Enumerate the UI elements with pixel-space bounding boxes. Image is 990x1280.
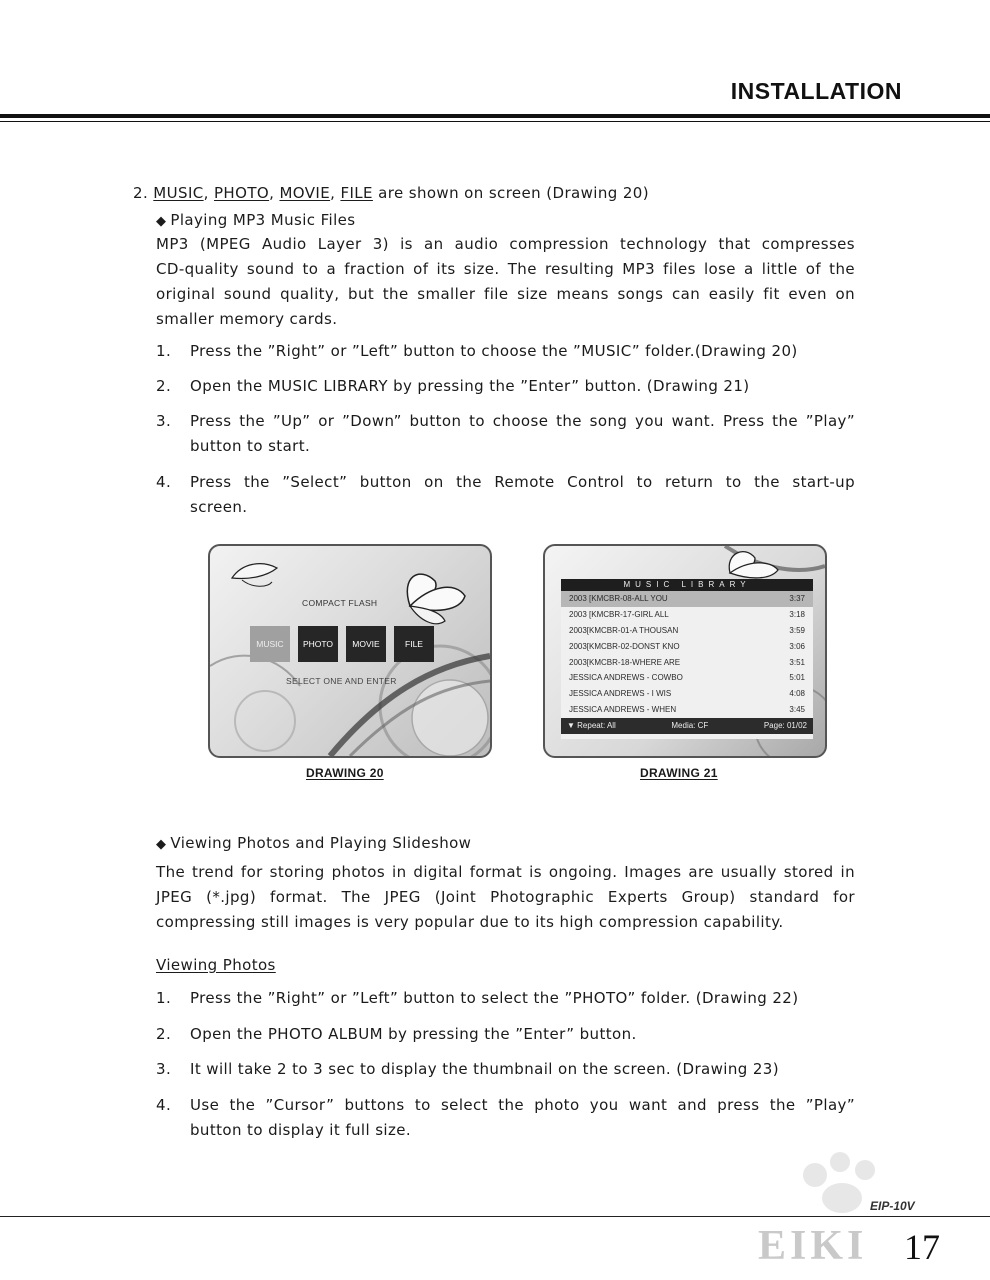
viewing-photos-subheading: Viewing Photos <box>156 956 276 974</box>
mp3-step-2-number: 2. <box>156 377 172 395</box>
item-photo: PHOTO <box>213 184 270 202</box>
photo-step-4-text-line-1: Use the ”Cursor” buttons to select the photo you want and press the ”Play” <box>190 1096 855 1114</box>
photos-heading: ◆ Viewing Photos and Playing Slideshow <box>156 834 472 852</box>
item-file: FILE <box>340 184 373 202</box>
mp3-step-1-text: Press the ”Right” or ”Left” button to choose the ”MUSIC” folder.(Drawing 20) <box>190 342 798 360</box>
song-row[interactable]: 2003[KMCBR-18-WHERE ARE 3:51 <box>569 657 805 667</box>
photo-step-3-number: 3. <box>156 1060 172 1078</box>
mp3-step-4-number: 4. <box>156 473 172 491</box>
song-row[interactable]: JESSICA ANDREWS - WHEN 3:45 <box>569 705 805 715</box>
song-row[interactable]: 2003 [KMCBR-17-GIRL ALL 3:18 <box>569 609 805 619</box>
diamond-bullet-icon: ◆ <box>156 214 167 229</box>
photo-step-2-text: Open the PHOTO ALBUM by pressing the ”Enter” button. <box>190 1025 637 1043</box>
folder-music-button[interactable]: MUSIC <box>250 626 290 662</box>
music-library-panel <box>561 579 813 739</box>
page-status: Page: 01/02 <box>763 721 807 731</box>
photo-step-4-text-line-2: button to display it full size. <box>190 1121 412 1139</box>
mp3-step-4-text-line-2: screen. <box>190 498 248 516</box>
mp3-intro-line-2: CD-quality sound to a fraction of its size. The resulting MP3 files lose a little of the <box>156 260 855 278</box>
page-header-title: INSTALLATION <box>730 78 902 104</box>
photo-step-1-text: Press the ”Right” or ”Left” button to select the ”PHOTO” folder. (Drawing 22) <box>190 989 799 1007</box>
page-number: 17 <box>904 1227 940 1267</box>
header-rule-thick <box>0 114 990 118</box>
section-2-heading: 2. MUSIC, PHOTO, MOVIE, FILE are shown on screen (Drawing 20) <box>133 184 649 202</box>
photo-step-3-text: It will take 2 to 3 sec to display the thumbnail on the screen. (Drawing 23) <box>190 1060 779 1078</box>
mp3-step-3-number: 3. <box>156 412 172 430</box>
butterfly-large-icon <box>407 574 465 624</box>
section-number: 2. <box>133 184 149 202</box>
compact-flash-label: COMPACT FLASH <box>302 598 378 608</box>
mp3-heading: ◆ Playing MP3 Music Files <box>156 211 356 229</box>
item-music: MUSIC <box>153 184 204 202</box>
photo-step-4-number: 4. <box>156 1096 172 1114</box>
media-status: Media: CF <box>671 721 709 731</box>
butterfly-icon <box>729 552 778 578</box>
song-row[interactable]: JESSICA ANDREWS - I WIS 4:08 <box>569 689 805 699</box>
folder-photo-button[interactable]: PHOTO <box>298 626 338 662</box>
drawing-20-screen <box>208 544 492 758</box>
song-row[interactable]: JESSICA ANDREWS - COWBO 5:01 <box>569 673 805 683</box>
photos-intro-line-2: JPEG (*.jpg) format. The JPEG (Joint Photographic Experts Group) standard for <box>156 888 855 906</box>
item-movie: MOVIE <box>279 184 331 202</box>
footer-rule <box>0 1216 990 1217</box>
song-row-selected[interactable]: 2003 [KMCBR-08-ALL YOU 3:37 <box>561 591 813 607</box>
section-2-rest: are shown on screen (Drawing 20) <box>378 184 649 202</box>
mp3-step-1-number: 1. <box>156 342 172 360</box>
photos-intro-line-1: The trend for storing photos in digital format is ongoing. Images are usually stored in <box>156 863 855 881</box>
folder-movie-button[interactable]: MOVIE <box>346 626 386 662</box>
mp3-step-3-text-line-1: Press the ”Up” or ”Down” button to choose the song you want. Press the ”Play” <box>190 412 855 430</box>
photos-intro-line-3: compressing still images is very popular due to its high compression capability. <box>156 913 784 931</box>
drawing-21-screen <box>543 544 827 758</box>
mp3-intro-line-1: MP3 (MPEG Audio Layer 3) is an audio compression technology that compresses <box>156 235 855 253</box>
folder-file-button[interactable]: FILE <box>394 626 434 662</box>
mp3-step-3-text-line-2: button to start. <box>190 437 311 455</box>
brand-logo: EIKI <box>758 1223 868 1269</box>
photo-step-2-number: 2. <box>156 1025 172 1043</box>
song-row[interactable]: 2003[KMCBR-01-A THOUSAN 3:59 <box>569 625 805 635</box>
butterfly-small-icon <box>232 564 277 587</box>
diamond-bullet-icon: ◆ <box>156 837 167 852</box>
drawing-21-caption: DRAWING 21 <box>640 766 718 780</box>
library-status-bar <box>561 718 813 734</box>
header-rule-thin <box>0 121 990 122</box>
song-row[interactable]: 2003[KMCBR-02-DONST KNO 3:06 <box>569 641 805 651</box>
mp3-intro-line-3: original sound quality, but the smaller file size means songs can easily fit even on <box>156 285 855 303</box>
mp3-step-4-text-line-1: Press the ”Select” button on the Remote Control to return to the start-up <box>190 473 855 491</box>
photo-step-1-number: 1. <box>156 989 172 1007</box>
drawing-20-caption: DRAWING 20 <box>306 766 384 780</box>
repeat-status: ▼ Repeat: All <box>567 721 616 731</box>
select-instruction-label: SELECT ONE AND ENTER <box>286 676 397 686</box>
music-library-title: MUSIC LIBRARY <box>561 579 813 591</box>
model-number: EIP-10V <box>870 1199 915 1213</box>
mp3-step-2-text: Open the MUSIC LIBRARY by pressing the ”Enter” button. (Drawing 21) <box>190 377 750 395</box>
down-arrow-icon: ▼ <box>567 721 578 731</box>
mp3-intro-line-4: smaller memory cards. <box>156 310 338 328</box>
